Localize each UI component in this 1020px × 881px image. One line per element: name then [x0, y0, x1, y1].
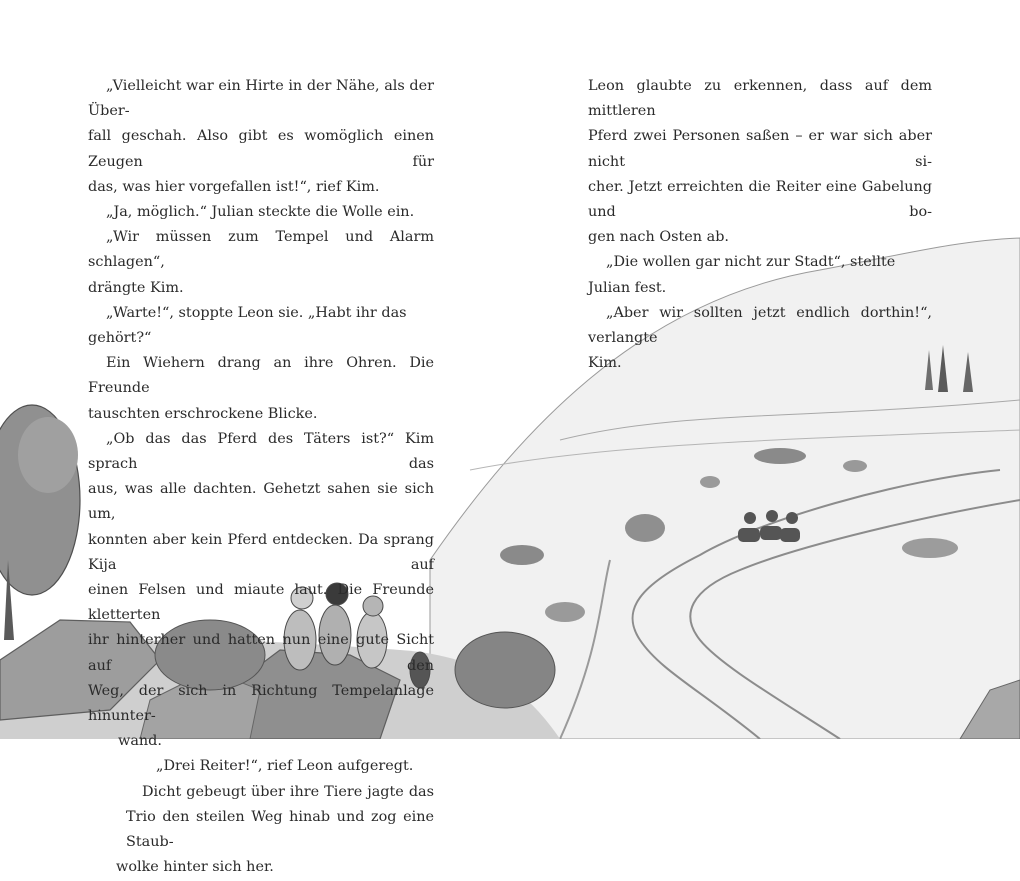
text-line: „Drei Reiter!“, rief Leon aufgeregt.	[156, 758, 414, 775]
text-line: wolke hinter sich her.	[116, 859, 274, 876]
text-line: Trio den steilen Weg hinab und zog eine Staub-	[126, 808, 434, 851]
text-line: fall geschah. Also gibt es womöglich einen Zeugen für	[88, 128, 434, 170]
text-line: „Die wollen gar nicht zur Stadt“, stellte Julian fest.	[588, 254, 896, 296]
right-page-text	[588, 74, 932, 376]
text-line: Dicht gebeugt über ihre Tiere jagte das	[142, 783, 434, 800]
text-line: Weg, der sich in Richtung Tempelanlage hinunter-	[88, 682, 434, 725]
text-line: tauschten erschrockene Blicke.	[88, 405, 318, 422]
shrub	[700, 476, 720, 488]
tree-crown	[18, 417, 78, 493]
text-line: Ein Wiehern drang an ihre Ohren. Die Freunde	[88, 355, 434, 397]
bush	[455, 632, 555, 708]
text-line: konnten aber kein Pferd entdecken. Da sprang Kija auf	[88, 531, 434, 573]
text-line: drängte Kim.	[88, 279, 184, 296]
shrub	[625, 514, 665, 542]
left-page-text	[88, 74, 434, 881]
text-line: Kim.	[588, 355, 622, 372]
shrub	[754, 448, 806, 464]
shrub	[902, 538, 958, 558]
text-line: Pferd zwei Personen saßen – er war sich aber nicht si-	[588, 128, 932, 170]
text-line: aus, was alle dachten. Gehetzt sahen sie sich um,	[88, 481, 434, 523]
text-line: gen nach Osten ab.	[588, 229, 730, 246]
text-line: das, was hier vorgefallen ist!“, rief Kim.	[88, 178, 380, 195]
text-line: „Ja, möglich.“ Julian steckte die Wolle ein.	[106, 204, 415, 221]
text-line: ihr hinterher und hatten nun eine gute Sicht auf den	[88, 632, 434, 674]
text-line: wand.	[118, 733, 162, 750]
shrub	[843, 460, 867, 472]
text-line: „Ob das das Pferd des Täters ist?“ Kim sprach das	[88, 430, 434, 473]
text-line: einen Felsen und miaute laut. Die Freunde kletterten	[88, 582, 434, 624]
text-line: „Aber wir sollten jetzt endlich dorthin!“, verlangte	[588, 304, 932, 347]
rock	[545, 602, 585, 622]
text-line: Leon glaubte zu erkennen, dass auf dem mittleren	[588, 78, 932, 120]
text-line: „Warte!“, stoppte Leon sie. „Habt ihr das gehört?“	[88, 304, 407, 347]
text-line: „Wir müssen zum Tempel und Alarm schlagen“,	[88, 229, 434, 271]
text-line: „Vielleicht war ein Hirte in der Nähe, als der Über-	[88, 78, 434, 120]
rock	[500, 545, 544, 565]
text-line: cher. Jetzt erreichten die Reiter eine Gabelung und bo-	[588, 178, 932, 221]
